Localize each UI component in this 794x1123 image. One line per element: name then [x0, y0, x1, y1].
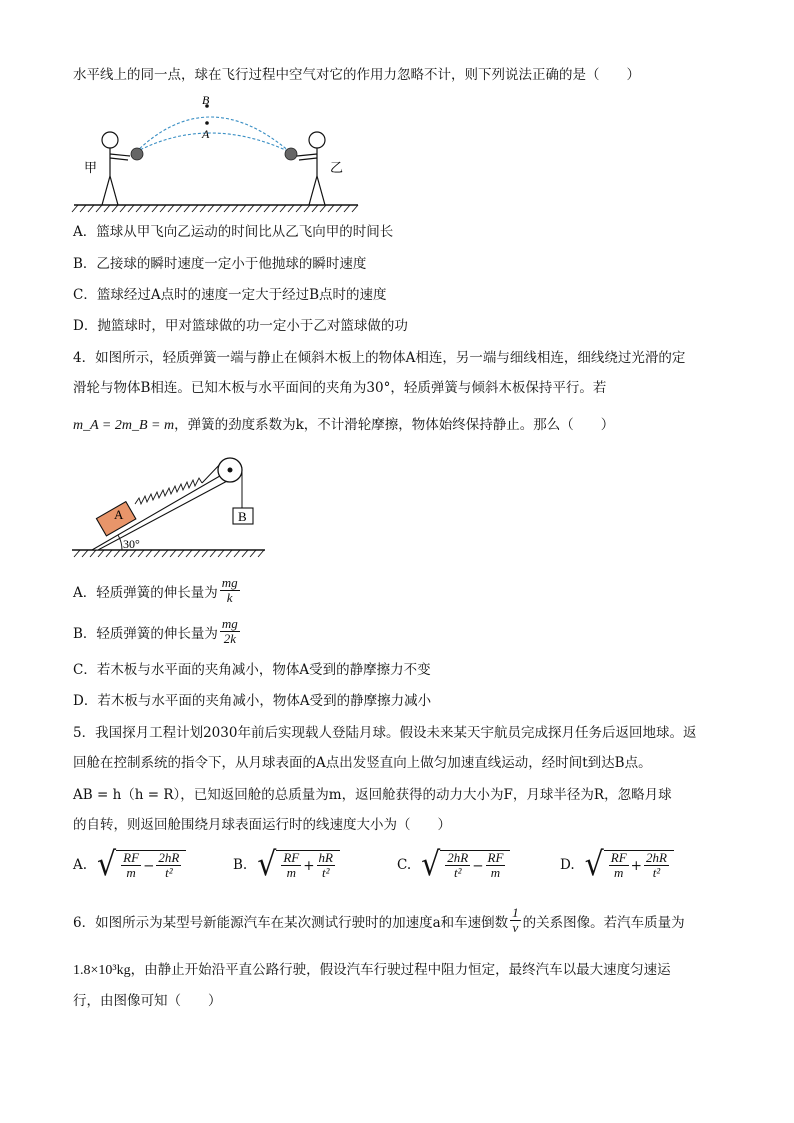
block-b-label: B	[238, 509, 247, 524]
person-jia	[102, 132, 130, 205]
q6-line3: 行，由图像可知（ ）	[73, 993, 222, 1009]
person-yi	[297, 132, 325, 205]
q5-option-b: B. √ $\frac{RF}{m}$ + $\frac{hR}{\text{t²}}$	[233, 850, 340, 880]
point-b-label: B	[202, 93, 210, 107]
q5-line3: AB = h（h = R），已知返回舱的总质量为m，返回舱获得的动力大小为F，月球半径为R，忽略月球	[73, 787, 672, 803]
q4-line3	[73, 415, 614, 436]
q4-option-b-text: B．轻质弹簧的伸长量为	[73, 625, 218, 642]
q4-option-b-fraction: $\frac{mg}{2k}$	[221, 616, 238, 646]
basketball-jia	[131, 148, 143, 160]
q3-stem: 水平线上的同一点，球在飞行过程中空气对它的作用力忽略不计，则下列说法正确的是（ ）	[73, 67, 640, 83]
q3-option-c: C．篮球经过A点时的速度一定大于经过B点时的速度	[73, 287, 387, 303]
label-jia: 甲	[84, 161, 98, 176]
q5-line1: 5．我国探月工程计划2030年前后实现载人登陆月球。假设未来某天宇航员完成探月任务后返回地球。返	[73, 725, 697, 741]
q4-option-c: C．若木板与水平面的夹角减小，物体A受到的静摩擦力不变	[73, 662, 431, 678]
q3-option-d: D．抛篮球时，甲对篮球做的功一定小于乙对篮球做的功	[73, 318, 408, 334]
q5-line2: 回舱在控制系统的指令下，从月球表面的A点出发竖直向上做匀加速直线运动，经时间t到达B点。	[73, 755, 652, 771]
incline-angle-label: 30°	[123, 537, 140, 551]
q4-option-a-fraction: $\frac{mg}{k}$	[221, 575, 238, 605]
q6-inverse-speed: $\frac{1}{v}$	[512, 905, 519, 935]
block-a-label: A	[114, 507, 124, 522]
q4-mass-relation: m_A = 2m_B = m	[73, 418, 175, 433]
q4-line3-text: ，弹簧的劲度系数为k，不计滑轮摩擦，物体始终保持静止。那么（ ）	[174, 417, 615, 433]
q3-figure	[68, 92, 363, 214]
q3-option-b: B．乙接球的瞬时速度一定小于他抛球的瞬时速度	[73, 256, 367, 272]
q4-option-d: D．若木板与水平面的夹角减小，物体A受到的静摩擦力减小	[73, 693, 432, 709]
q6-line2-text: ，由静止开始沿平直公路行驶，假设汽车行驶过程中阻力恒定，最终汽车以最大速度匀速运	[130, 962, 671, 978]
q5-option-d: D. √ $\frac{RF}{m}$ + $\frac{2hR}{\text{t²}}$	[560, 850, 674, 880]
q6-line2	[73, 960, 671, 981]
q4-option-b	[73, 617, 242, 646]
q5-option-a: A. √ $\frac{RF}{m}$ − $\frac{2hR}{\text{t²}}$	[73, 850, 186, 880]
point-a-label: A	[202, 127, 210, 141]
q4-figure	[70, 452, 270, 562]
q4-option-a-text: A．轻质弹簧的伸长量为	[73, 584, 218, 601]
basketball-yi	[285, 148, 297, 160]
label-yi: 乙	[330, 161, 344, 176]
q3-option-a: A．篮球从甲飞向乙运动的时间比从乙飞向甲的时间长	[73, 224, 394, 240]
q6-mass-value: 1.8×10³kg	[73, 963, 131, 978]
q6-line1	[73, 906, 685, 935]
q6-line1-text-b: 的关系图像。若汽车质量为	[522, 914, 685, 931]
q4-line1: 4．如图所示，轻质弹簧一端与静止在倾斜木板上的物体A相连，另一端与细线相连，细线绕过光滑的定	[73, 350, 686, 366]
q6-line1-text-a: 6．如图所示为某型号新能源汽车在某次测试行驶时的加速度a和车速倒数	[73, 914, 509, 931]
q5-line4: 的自转，则返回舱围绕月球表面运行时的线速度大小为（ ）	[73, 817, 451, 833]
q4-line2: 滑轮与物体B相连。已知木板与水平面间的夹角为30°，轻质弹簧与倾斜木板保持平行。若	[73, 380, 607, 396]
q5-option-c: C. √ $\frac{2hR}{\text{t²}}$ − $\frac{RF}{m}$	[397, 850, 510, 880]
q4-option-a	[73, 576, 242, 605]
